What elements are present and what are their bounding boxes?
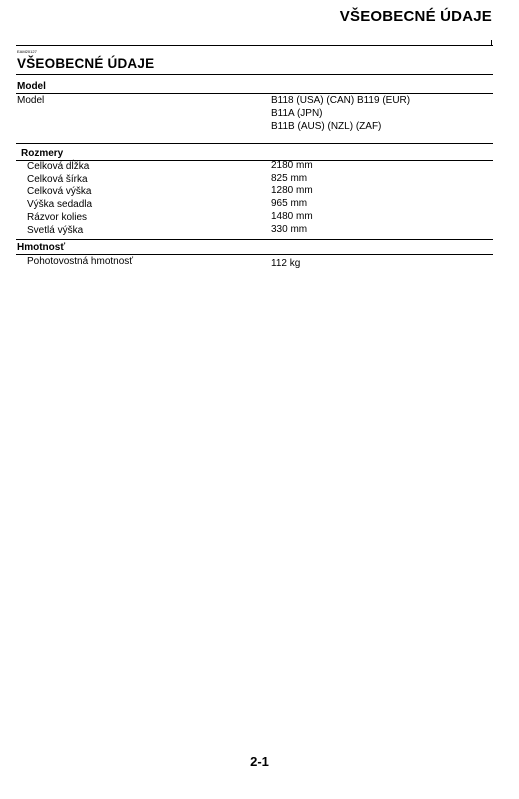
dimension-label: Svetlá výška	[27, 225, 84, 236]
model-value-3: B11B (AUS) (NZL) (ZAF)	[271, 121, 382, 132]
document-code: EAM20127	[17, 49, 37, 54]
section-title-rule	[16, 74, 493, 75]
section-title: VŠEOBECNÉ ÚDAJE	[17, 56, 155, 71]
dimensions-group-label: Rozmery	[21, 148, 64, 159]
dimension-value: 330 mm	[271, 224, 308, 235]
model-value-1: B118 (USA) (CAN) B119 (EUR)	[271, 95, 411, 106]
model-group-rule	[16, 93, 493, 94]
dimension-label: Celková výška	[27, 186, 92, 197]
page-number: 2-1	[250, 754, 269, 769]
dimensions-end-rule	[16, 239, 493, 240]
dimension-value: 1280 mm	[271, 185, 313, 196]
model-label: Model	[17, 95, 45, 106]
dimension-label: Celková dĺžka	[27, 161, 90, 172]
weight-label: Pohotovostná hmotnosť	[27, 256, 134, 267]
weight-group-label: Hmotnosť	[17, 242, 66, 253]
weight-group-rule	[16, 254, 493, 255]
model-end-rule	[16, 143, 493, 144]
header-rule	[16, 45, 493, 46]
dimension-label: Rázvor kolies	[27, 212, 88, 223]
header-title: VŠEOBECNÉ ÚDAJE	[339, 8, 492, 25]
dimension-value: 965 mm	[271, 198, 308, 209]
model-value-2: B11A (JPN)	[271, 108, 323, 119]
dimension-value: 2180 mm	[271, 160, 313, 171]
dimension-label: Celková šírka	[27, 174, 88, 185]
dimension-value: 825 mm	[271, 173, 308, 184]
dimension-value: 1480 mm	[271, 211, 313, 222]
dimension-label: Výška sedadla	[27, 199, 93, 210]
model-group-label: Model	[17, 81, 46, 92]
header-rule-tick	[491, 40, 492, 46]
weight-value: 112 kg	[271, 258, 301, 269]
